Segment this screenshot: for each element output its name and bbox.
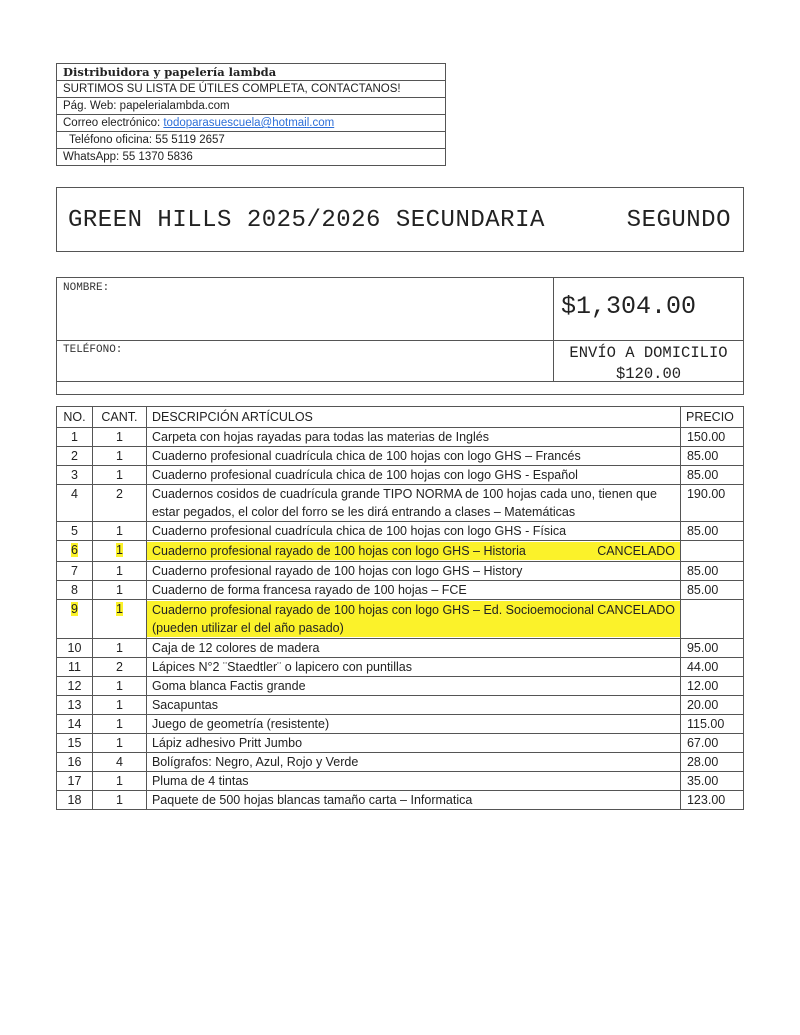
row-quantity-text: 1	[116, 736, 123, 750]
row-description: Cuaderno profesional cuadrícula chica de 100 hojas con logo GHS - Español	[146, 466, 680, 485]
row-number-text: 2	[71, 449, 78, 463]
row-number	[57, 466, 93, 485]
row-number	[57, 600, 93, 639]
delivery-price: $120.00	[615, 365, 682, 383]
row-number-text: 10	[67, 641, 82, 655]
row-quantity-text: 2	[116, 660, 123, 674]
row-quantity	[92, 772, 146, 791]
row-quantity	[92, 658, 146, 677]
row-number	[57, 677, 93, 696]
table-row	[57, 734, 744, 753]
table-row	[57, 772, 744, 791]
row-price: 67.00	[680, 734, 743, 753]
row-quantity-text: 1	[116, 468, 123, 482]
row-quantity-text: 1	[116, 449, 123, 463]
table-header-row	[57, 407, 744, 428]
row-quantity-text: 1	[116, 698, 123, 712]
row-quantity-text: 1	[116, 583, 123, 597]
row-number-text: 8	[71, 583, 78, 597]
row-quantity-text: 1	[116, 602, 123, 616]
row-number	[57, 753, 93, 772]
cancelled-label: CANCELADO	[597, 603, 675, 617]
row-quantity-text: 1	[116, 543, 123, 557]
row-number-text: 7	[71, 564, 78, 578]
company-email-row	[57, 115, 445, 132]
row-quantity-text: 4	[116, 755, 123, 769]
row-price: 115.00	[680, 715, 743, 734]
row-price: 44.00	[680, 658, 743, 677]
school-grade: SEGUNDO	[626, 207, 731, 234]
row-quantity-text: 1	[116, 430, 123, 444]
school-title-box	[56, 187, 744, 252]
row-quantity-text: 1	[116, 717, 123, 731]
company-website: Pág. Web: papelerialambda.com	[57, 98, 445, 115]
row-number	[57, 428, 93, 447]
phone-label: TELÉFONO:	[63, 344, 123, 356]
header-desc: DESCRIPCIÓN ARTÍCULOS	[146, 407, 680, 428]
row-number-text: 1	[71, 430, 78, 444]
row-number-text: 5	[71, 524, 78, 538]
row-quantity	[92, 562, 146, 581]
table-row	[57, 581, 744, 600]
row-price: 85.00	[680, 522, 743, 541]
row-number-text: 9	[71, 602, 78, 616]
row-description	[146, 541, 680, 562]
row-price	[680, 541, 743, 562]
row-quantity	[92, 639, 146, 658]
row-description: Paquete de 500 hojas blancas tamaño carta – Informatica	[146, 791, 680, 810]
row-number-text: 12	[67, 679, 82, 693]
table-row	[57, 753, 744, 772]
row-number	[57, 639, 93, 658]
table-row	[57, 677, 744, 696]
divider	[57, 340, 743, 341]
delivery-info	[554, 343, 743, 385]
row-number	[57, 485, 93, 522]
header-qty: CANT.	[92, 407, 146, 428]
row-price: 190.00	[680, 485, 743, 522]
row-description-text: Cuaderno profesional rayado de 100 hojas con logo GHS – Ed. Socioemocional (pueden utilizar el del año pasado)	[151, 603, 594, 635]
row-quantity	[92, 753, 146, 772]
row-price: 35.00	[680, 772, 743, 791]
row-number	[57, 715, 93, 734]
row-price: 85.00	[680, 581, 743, 600]
table-row	[57, 600, 744, 639]
row-quantity	[92, 734, 146, 753]
row-price: 28.00	[680, 753, 743, 772]
row-quantity-text: 1	[116, 774, 123, 788]
table-row	[57, 428, 744, 447]
row-number	[57, 658, 93, 677]
cancelled-label: CANCELADO	[597, 544, 675, 558]
row-quantity-text: 1	[116, 641, 123, 655]
company-slogan: SURTIMOS SU LISTA DE ÚTILES COMPLETA, CONTACTANOS!	[57, 81, 445, 98]
company-name: Distribuidora y papelería lambda	[57, 64, 445, 81]
header-price: PRECIO	[680, 407, 743, 428]
row-description: Cuaderno profesional cuadrícula chica de 100 hojas con logo GHS – Francés	[146, 447, 680, 466]
row-number	[57, 772, 93, 791]
cancelled-highlight	[147, 601, 680, 637]
row-description: Cuaderno de forma francesa rayado de 100 hojas – FCE	[146, 581, 680, 600]
table-row	[57, 562, 744, 581]
row-quantity	[92, 466, 146, 485]
row-number	[57, 696, 93, 715]
row-description: Caja de 12 colores de madera	[146, 639, 680, 658]
row-number	[57, 541, 93, 562]
table-row	[57, 541, 744, 562]
row-number	[57, 447, 93, 466]
company-phone: Teléfono oficina: 55 5119 2657	[57, 132, 445, 149]
row-quantity	[92, 600, 146, 639]
row-description: Lápices N°2 ¨Staedtler¨ o lapicero con puntillas	[146, 658, 680, 677]
row-quantity	[92, 541, 146, 562]
row-quantity	[92, 485, 146, 522]
row-number-text: 13	[67, 698, 82, 712]
row-description: Bolígrafos: Negro, Azul, Rojo y Verde	[146, 753, 680, 772]
row-description: Goma blanca Factis grande	[146, 677, 680, 696]
row-number	[57, 791, 93, 810]
row-quantity-text: 1	[116, 524, 123, 538]
row-number-text: 16	[67, 755, 82, 769]
row-quantity	[92, 522, 146, 541]
row-description: Cuadernos cosidos de cuadrícula grande TIPO NORMA de 100 hojas cada uno, tienen que estar pegados, el color del forro se les dirá entrando a clases – Matemáticas	[146, 485, 680, 522]
row-number-text: 6	[71, 543, 78, 557]
row-quantity-text: 1	[116, 564, 123, 578]
row-quantity	[92, 428, 146, 447]
row-number-text: 14	[67, 717, 82, 731]
email-link[interactable]: todoparasuescuela@hotmail.com	[163, 117, 335, 129]
row-number	[57, 734, 93, 753]
row-description: Pluma de 4 tintas	[146, 772, 680, 791]
row-quantity	[92, 447, 146, 466]
delivery-label: ENVÍO A DOMICILIO	[569, 344, 728, 362]
row-price: 12.00	[680, 677, 743, 696]
table-row	[57, 696, 744, 715]
table-row	[57, 522, 744, 541]
row-quantity	[92, 696, 146, 715]
items-table	[56, 406, 744, 810]
company-whatsapp: WhatsApp: 55 1370 5836	[57, 149, 445, 166]
row-quantity	[92, 715, 146, 734]
row-description: Juego de geometría (resistente)	[146, 715, 680, 734]
row-number-text: 15	[67, 736, 82, 750]
row-quantity	[92, 581, 146, 600]
row-price: 85.00	[680, 466, 743, 485]
row-description: Lápiz adhesivo Pritt Jumbo	[146, 734, 680, 753]
customer-box	[56, 277, 744, 395]
cancelled-highlight	[147, 542, 680, 560]
row-number-text: 11	[68, 660, 81, 674]
row-quantity-text: 1	[116, 679, 123, 693]
company-info-box	[56, 63, 446, 166]
table-row	[57, 447, 744, 466]
table-row	[57, 791, 744, 810]
name-label: NOMBRE:	[63, 282, 110, 294]
row-number-text: 18	[67, 793, 82, 807]
row-quantity	[92, 791, 146, 810]
row-quantity-text: 1	[116, 793, 123, 807]
table-row	[57, 658, 744, 677]
order-total: $1,304.00	[561, 292, 697, 321]
school-title: GREEN HILLS 2025/2026 SECUNDARIA	[68, 207, 545, 234]
row-description: Cuaderno profesional rayado de 100 hojas con logo GHS – History	[146, 562, 680, 581]
row-number-text: 3	[71, 468, 78, 482]
table-row	[57, 466, 744, 485]
row-number	[57, 562, 93, 581]
row-description: Sacapuntas	[146, 696, 680, 715]
row-description: Cuaderno profesional cuadrícula chica de 100 hojas con logo GHS - Física	[146, 522, 680, 541]
row-price: 150.00	[680, 428, 743, 447]
row-price	[680, 600, 743, 639]
row-price: 85.00	[680, 562, 743, 581]
table-row	[57, 485, 744, 522]
row-number	[57, 522, 93, 541]
table-row	[57, 639, 744, 658]
email-label: Correo electrónico:	[63, 117, 164, 129]
row-description: Carpeta con hojas rayadas para todas las materias de Inglés	[146, 428, 680, 447]
row-price: 85.00	[680, 447, 743, 466]
row-quantity	[92, 677, 146, 696]
row-description-text: Cuaderno profesional rayado de 100 hojas con logo GHS – Historia	[151, 544, 526, 558]
row-number-text: 4	[71, 487, 78, 501]
row-quantity-text: 2	[116, 487, 123, 501]
row-number	[57, 581, 93, 600]
row-description	[146, 600, 680, 639]
header-no: NO.	[57, 407, 93, 428]
row-price: 123.00	[680, 791, 743, 810]
row-price: 20.00	[680, 696, 743, 715]
row-number-text: 17	[67, 774, 82, 788]
row-price: 95.00	[680, 639, 743, 658]
table-row	[57, 715, 744, 734]
